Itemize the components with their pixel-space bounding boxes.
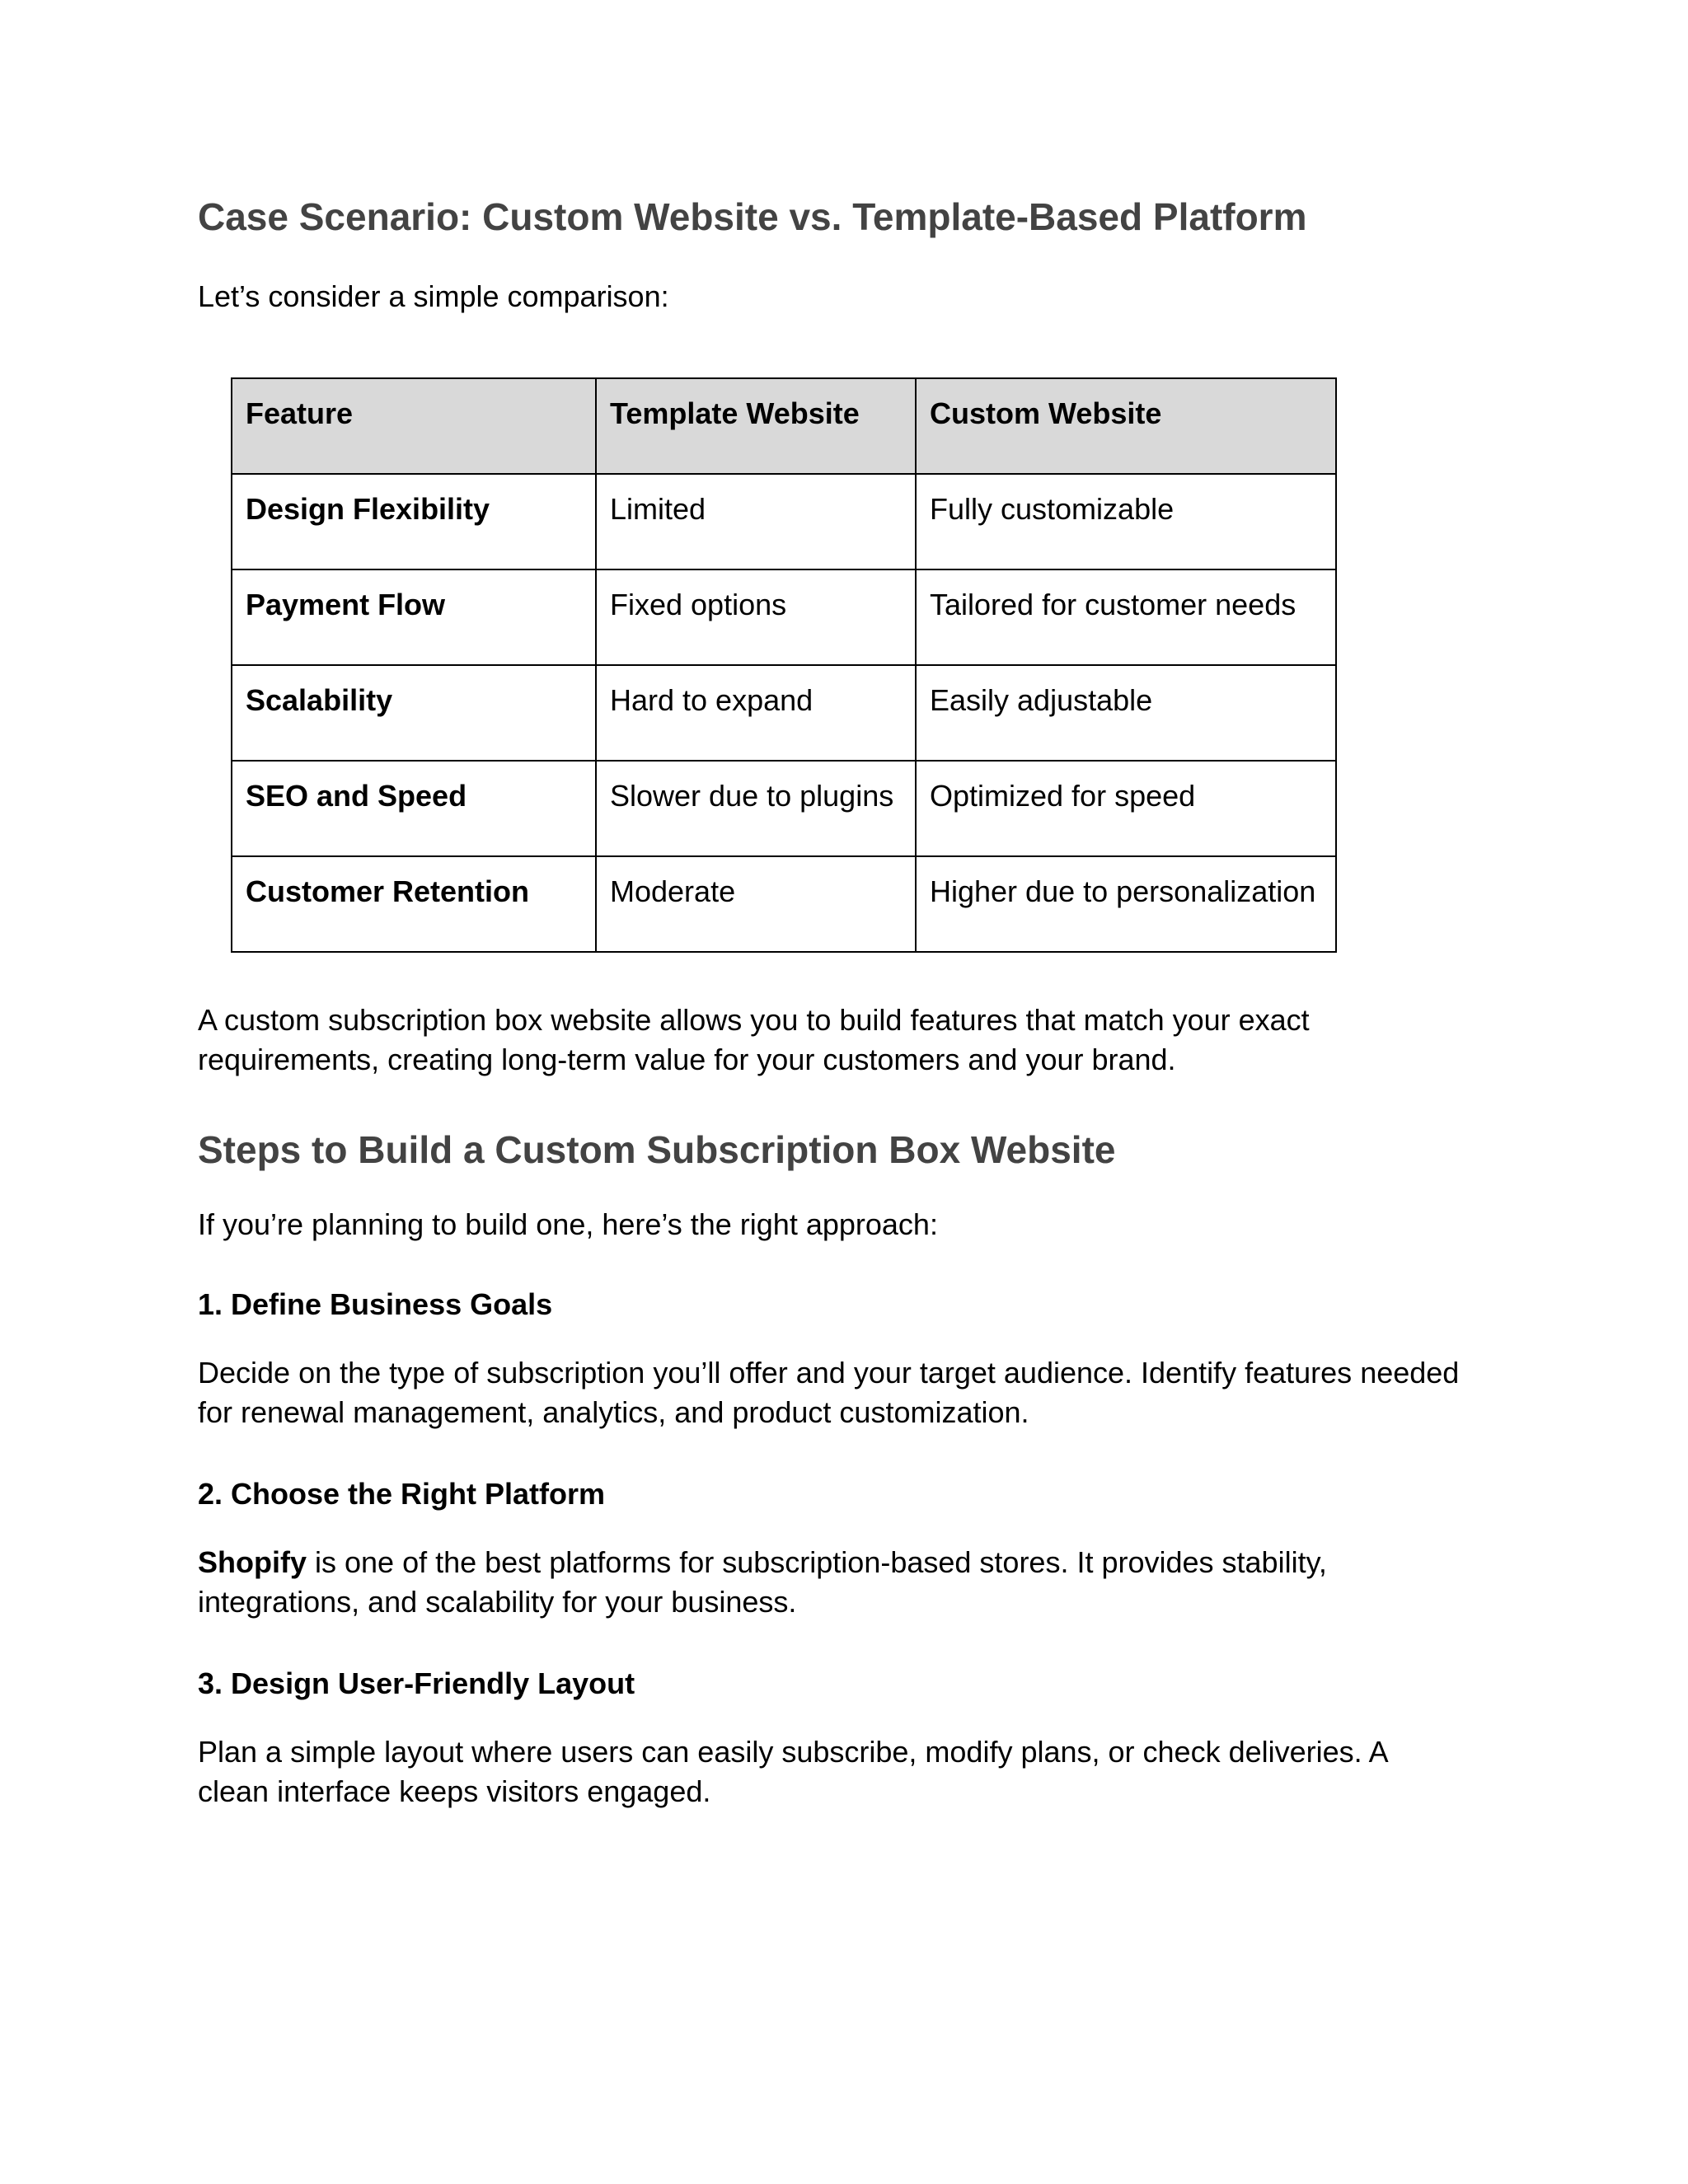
table-row (232, 474, 1336, 569)
comparison-intro: Let’s consider a simple comparison: (198, 279, 669, 313)
step-3-description (198, 1732, 1533, 1811)
step-1-description (198, 1353, 1533, 1432)
feature-cell: Scalability (232, 665, 596, 761)
table-row (232, 761, 1336, 856)
header-custom-website: Custom Website (916, 378, 1336, 474)
step-2-line-2: integrations, and scalability for your business. (198, 1585, 797, 1619)
step-3-title: 3. Design User-Friendly Layout (198, 1666, 635, 1700)
custom-cell: Easily adjustable (916, 665, 1336, 761)
step-3-line-2: clean interface keeps visitors engaged. (198, 1774, 711, 1808)
template-cell: Hard to expand (596, 665, 916, 761)
table-row (232, 665, 1336, 761)
custom-cell: Optimized for speed (916, 761, 1336, 856)
comparison-table (231, 377, 1337, 953)
summary-line-2: requirements, creating long-term value for your customers and your brand. (198, 1043, 1176, 1076)
steps-heading: Steps to Build a Custom Subscription Box Website (198, 1128, 1116, 1171)
step-1-title: 1. Define Business Goals (198, 1287, 553, 1321)
table-row (232, 856, 1336, 952)
feature-cell: Customer Retention (232, 856, 596, 952)
custom-cell: Fully customizable (916, 474, 1336, 569)
template-cell: Fixed options (596, 569, 916, 665)
custom-website-summary (198, 1001, 1533, 1080)
step-1-line-2: for renewal management, analytics, and product customization. (198, 1395, 1029, 1429)
feature-cell: Design Flexibility (232, 474, 596, 569)
table-row (232, 569, 1336, 665)
summary-line-1: A custom subscription box website allows you to build features that match your exact (198, 1003, 1310, 1037)
shopify-bold: Shopify (198, 1545, 307, 1579)
custom-cell: Tailored for customer needs (916, 569, 1336, 665)
custom-cell: Higher due to personalization (916, 856, 1336, 952)
step-3-line-1: Plan a simple layout where users can easily subscribe, modify plans, or check deliveries. A (198, 1735, 1389, 1769)
step-1-line-1: Decide on the type of subscription you’ll offer and your target audience. Identify features needed (198, 1356, 1460, 1390)
step-2-title: 2. Choose the Right Platform (198, 1477, 606, 1511)
template-cell: Moderate (596, 856, 916, 952)
step-2-line-1: is one of the best platforms for subscription-based stores. It provides stability, (307, 1545, 1327, 1579)
template-cell: Limited (596, 474, 916, 569)
case-scenario-heading: Case Scenario: Custom Website vs. Template-Based Platform (198, 195, 1307, 238)
feature-cell: Payment Flow (232, 569, 596, 665)
header-template-website: Template Website (596, 378, 916, 474)
steps-intro: If you’re planning to build one, here’s the right approach: (198, 1207, 938, 1241)
step-2-description (198, 1543, 1533, 1622)
feature-cell: SEO and Speed (232, 761, 596, 856)
table-header-row (232, 378, 1336, 474)
template-cell: Slower due to plugins (596, 761, 916, 856)
header-feature: Feature (232, 378, 596, 474)
